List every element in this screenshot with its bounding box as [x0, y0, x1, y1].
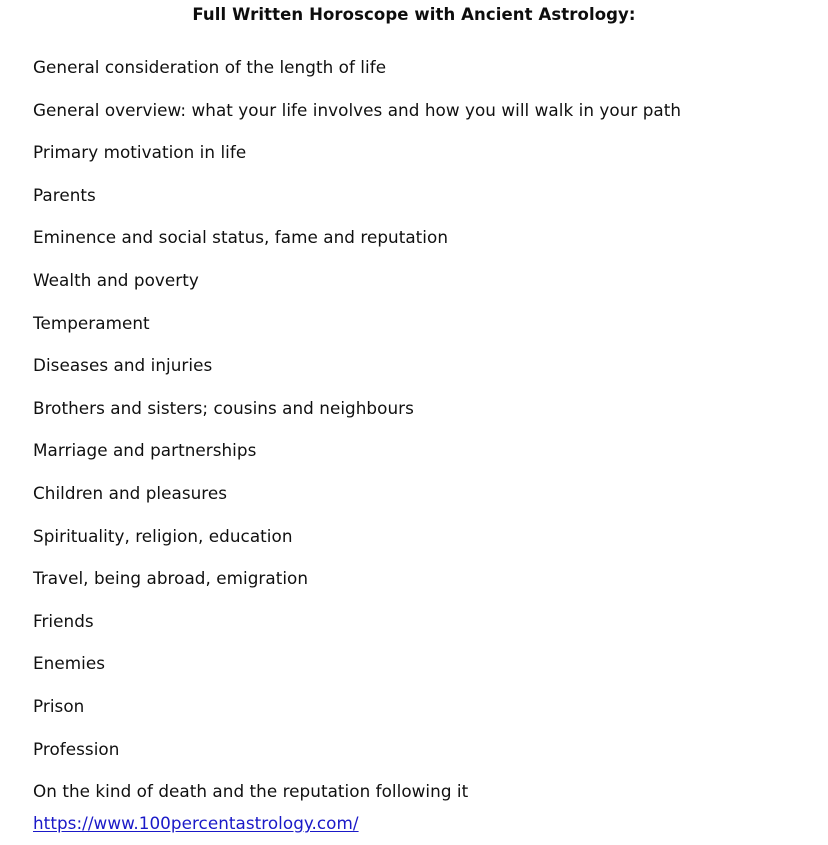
list-item: Temperament [33, 312, 150, 333]
list-item: Spirituality, religion, education [33, 525, 293, 546]
list-item: Brothers and sisters; cousins and neighbours [33, 397, 414, 418]
list-item: Marriage and partnerships [33, 440, 257, 461]
list-item: On the kind of death and the reputation following it [33, 781, 469, 802]
list-item: Prison [33, 695, 85, 716]
list-item: Parents [33, 184, 96, 205]
list-item: Wealth and poverty [33, 269, 199, 290]
list-item: Profession [33, 738, 120, 759]
list-item: Friends [33, 610, 94, 631]
list-item: General overview: what your life involves and how you will walk in your path [33, 99, 682, 120]
horoscope-topic-list [33, 46, 793, 813]
list-item: General consideration of the length of life [33, 57, 387, 77]
list-item: Primary motivation in life [33, 142, 247, 163]
list-item: Eminence and social status, fame and reputation [33, 227, 449, 248]
list-item: Enemies [33, 653, 105, 674]
website-link-row [33, 810, 359, 836]
page-title: Full Written Horoscope with Ancient Astrology: [192, 5, 636, 24]
list-item: Diseases and injuries [33, 355, 213, 376]
list-item: Travel, being abroad, emigration [33, 568, 309, 589]
list-item: Children and pleasures [33, 482, 228, 503]
website-link[interactable]: https://www.100percentastrology.com/ [33, 813, 359, 833]
